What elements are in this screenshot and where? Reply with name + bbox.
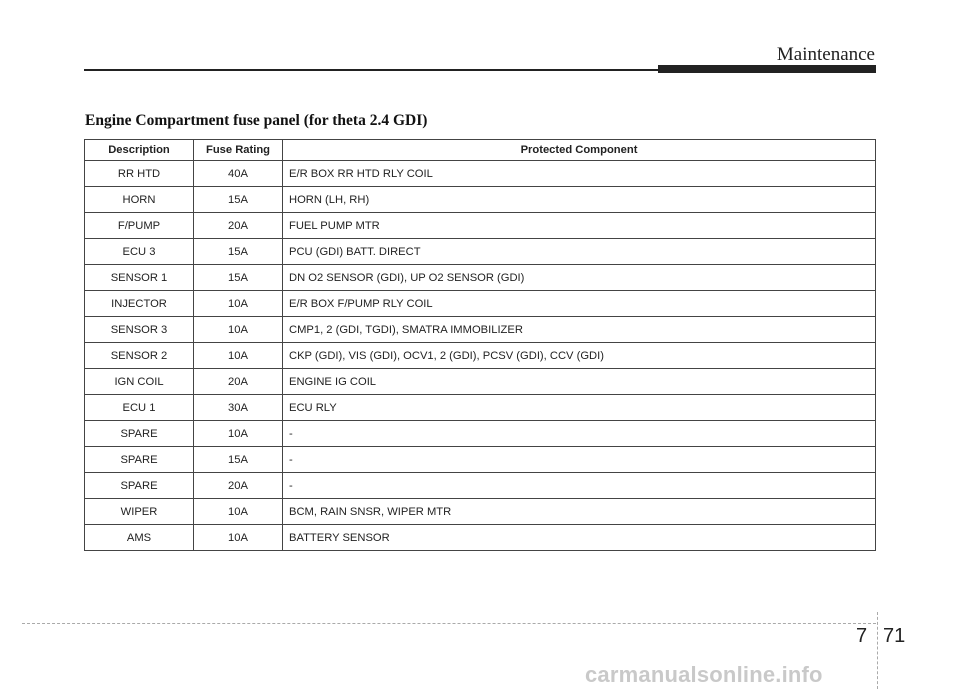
cell-fuse-rating: 20A (194, 213, 283, 239)
cell-protected-component: - (283, 421, 876, 447)
cell-fuse-rating: 15A (194, 265, 283, 291)
footer-page-divider (877, 612, 878, 689)
cell-description: IGN COIL (85, 369, 194, 395)
cell-description: SPARE (85, 447, 194, 473)
cell-fuse-rating: 30A (194, 395, 283, 421)
cell-protected-component: ECU RLY (283, 395, 876, 421)
table-row (85, 369, 876, 395)
cell-description: ECU 3 (85, 239, 194, 265)
cell-description: F/PUMP (85, 213, 194, 239)
cell-protected-component: E/R BOX RR HTD RLY COIL (283, 161, 876, 187)
cell-fuse-rating: 10A (194, 499, 283, 525)
table-header-row (85, 140, 876, 161)
cell-protected-component: CMP1, 2 (GDI, TGDI), SMATRA IMMOBILIZER (283, 317, 876, 343)
cell-fuse-rating: 20A (194, 369, 283, 395)
table-row (85, 213, 876, 239)
cell-protected-component: CKP (GDI), VIS (GDI), OCV1, 2 (GDI), PCSV (GDI), CCV (GDI) (283, 343, 876, 369)
header-rule-accent (658, 65, 876, 73)
cell-description: ECU 1 (85, 395, 194, 421)
cell-description: SENSOR 2 (85, 343, 194, 369)
table-row (85, 239, 876, 265)
table-row (85, 395, 876, 421)
column-header-fuse-rating: Fuse Rating (194, 140, 283, 161)
cell-description: SENSOR 1 (85, 265, 194, 291)
cell-description: RR HTD (85, 161, 194, 187)
column-header-description: Description (85, 140, 194, 161)
cell-fuse-rating: 10A (194, 317, 283, 343)
cell-fuse-rating: 15A (194, 187, 283, 213)
section-title: Maintenance (776, 44, 875, 65)
cell-fuse-rating: 15A (194, 447, 283, 473)
cell-description: WIPER (85, 499, 194, 525)
cell-description: SENSOR 3 (85, 317, 194, 343)
fuse-table (84, 139, 876, 551)
cell-description: HORN (85, 187, 194, 213)
page-number: 71 (883, 625, 906, 647)
cell-protected-component: - (283, 473, 876, 499)
page-heading: Engine Compartment fuse panel (for theta 2.4 GDI) (85, 112, 428, 129)
cell-description: INJECTOR (85, 291, 194, 317)
table-row (85, 525, 876, 551)
cell-protected-component: HORN (LH, RH) (283, 187, 876, 213)
cell-protected-component: PCU (GDI) BATT. DIRECT (283, 239, 876, 265)
table-row (85, 291, 876, 317)
cell-protected-component: - (283, 447, 876, 473)
table-row (85, 187, 876, 213)
table-row (85, 473, 876, 499)
table-row (85, 161, 876, 187)
cell-description: AMS (85, 525, 194, 551)
table-row (85, 447, 876, 473)
fuse-table-body (85, 161, 876, 551)
table-row (85, 421, 876, 447)
cell-fuse-rating: 10A (194, 291, 283, 317)
cell-protected-component: ENGINE IG COIL (283, 369, 876, 395)
table-row (85, 265, 876, 291)
cell-fuse-rating: 20A (194, 473, 283, 499)
cell-protected-component: FUEL PUMP MTR (283, 213, 876, 239)
cell-fuse-rating: 10A (194, 343, 283, 369)
header-rule (84, 69, 664, 71)
footer-divider (22, 623, 876, 624)
table-row (85, 343, 876, 369)
cell-protected-component: BATTERY SENSOR (283, 525, 876, 551)
cell-fuse-rating: 40A (194, 161, 283, 187)
cell-description: SPARE (85, 473, 194, 499)
cell-fuse-rating: 10A (194, 525, 283, 551)
cell-description: SPARE (85, 421, 194, 447)
cell-protected-component: BCM, RAIN SNSR, WIPER MTR (283, 499, 876, 525)
table-row (85, 499, 876, 525)
cell-fuse-rating: 10A (194, 421, 283, 447)
cell-protected-component: DN O2 SENSOR (GDI), UP O2 SENSOR (GDI) (283, 265, 876, 291)
watermark: carmanualsonline.info (585, 662, 823, 687)
chapter-number: 7 (856, 625, 868, 647)
column-header-protected-component: Protected Component (283, 140, 876, 161)
table-row (85, 317, 876, 343)
cell-fuse-rating: 15A (194, 239, 283, 265)
cell-protected-component: E/R BOX F/PUMP RLY COIL (283, 291, 876, 317)
